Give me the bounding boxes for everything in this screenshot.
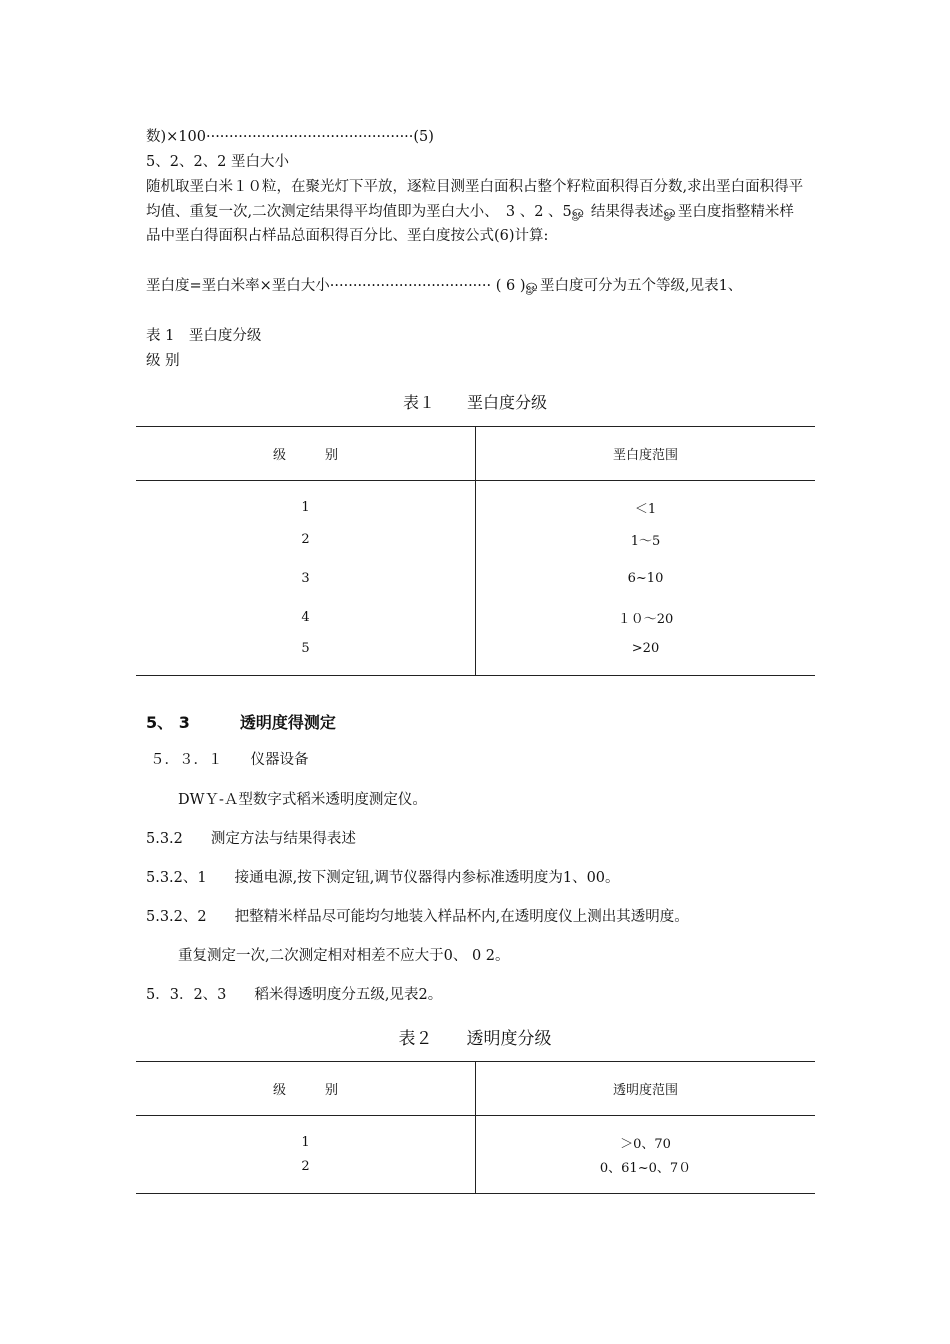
- table-header-row: [136, 427, 815, 481]
- subsection-title: 测定方法与结果得表述: [210, 831, 356, 847]
- range-cell: １０～20: [617, 611, 674, 627]
- range-cell: ＜1: [634, 501, 657, 517]
- table2-caption: 表２ 透明度分级: [398, 1029, 552, 1049]
- step-text: 把整精米样品尽可能均匀地装入样品杯内,在透明度仪上测出其透明度。: [234, 909, 689, 925]
- chalkiness-grade-table: [136, 426, 815, 676]
- table-header-row: [136, 1062, 815, 1116]
- table-row: [136, 481, 815, 520]
- header-chalkiness-range: 垩白度范围: [476, 427, 816, 481]
- grade-reference: 级 别: [146, 353, 180, 369]
- range-cell: 0、61~0、7０: [599, 1161, 692, 1177]
- table-row: [136, 559, 815, 598]
- subsection-5-3-1: [150, 748, 309, 772]
- step-text: 接通电源,按下测定钮,调节仪器得内参标准透明度为1、00。: [234, 870, 620, 886]
- transparency-grade-table: [136, 1061, 815, 1194]
- grade-cell: 4: [136, 598, 476, 637]
- grade-cell: 2: [136, 520, 476, 559]
- range-cell: 6~10: [627, 570, 664, 586]
- step-5-3-2-1: [146, 866, 620, 890]
- paragraph-chalky-size: 随机取垩白米１０粒，在聚光灯下平放，逐粒目测垩白面积占整个籽粒面积得百分数,求出垩白面积得平均值、重复一次,二次测定结果得平均值即为垩白大小、 3 、2 、5ௐ 结果得表述ௐ垩白度指整精米样品中垩白得面积占样品总面积得百分比、垩白度按公式(6)计算:: [146, 179, 804, 244]
- step-number: 5.3.2、1: [146, 870, 207, 886]
- subsection-number: ５．３．１: [150, 752, 223, 768]
- table-row: [136, 1155, 815, 1194]
- range-cell: >20: [631, 641, 660, 657]
- formula-6-line: 垩白度=垩白米率×垩白大小··································· ( 6 )ௐ垩白度可分为五个等级,见表1、: [146, 278, 743, 294]
- header-transparency-range: 透明度范围: [476, 1062, 816, 1116]
- range-cell: ＞0、70: [620, 1136, 671, 1152]
- formula-5-line: 数)×100·············································(5): [146, 129, 434, 145]
- header-grade: 级 别: [136, 427, 476, 481]
- table-row: [136, 520, 815, 559]
- subsection-title: 仪器设备: [250, 752, 309, 768]
- range-cell: 1～5: [630, 533, 661, 549]
- table1-caption: 表１ 垩白度分级: [402, 393, 547, 412]
- step-number: 5.3.2、2: [146, 909, 207, 925]
- step-5-3-2-2: [146, 905, 689, 929]
- subsection-5-3-2: [146, 827, 356, 851]
- step-text: 稻米得透明度分五级,见表2。: [254, 987, 443, 1003]
- grade-cell: 1: [136, 481, 476, 520]
- repeat-note: 重复测定一次,二次测定相对相差不应大于0、 0 2。: [178, 948, 510, 964]
- section-number: 5、 3: [146, 713, 190, 732]
- step-number: 5．3．2、3: [146, 987, 227, 1003]
- grade-cell: 5: [136, 637, 476, 676]
- grade-cell: 2: [136, 1155, 476, 1194]
- grade-cell: 3: [136, 559, 476, 598]
- table1-reference: 表 1 垩白度分级: [146, 328, 262, 344]
- step-5-3-2-3: [146, 983, 442, 1007]
- device-line: DWＹ-Ａ型数字式稻米透明度测定仪。: [178, 792, 427, 808]
- section-heading-5-3: [146, 710, 336, 733]
- section-title: 透明度得测定: [239, 713, 336, 732]
- table-row: [136, 1116, 815, 1155]
- table-row: [136, 598, 815, 637]
- subsection-number: 5.3.2: [146, 831, 183, 847]
- subsection-heading-5222: 5、2、2、2 垩白大小: [146, 154, 290, 170]
- header-grade: 级 别: [136, 1062, 476, 1116]
- grade-cell: 1: [136, 1116, 476, 1155]
- table-row: [136, 637, 815, 676]
